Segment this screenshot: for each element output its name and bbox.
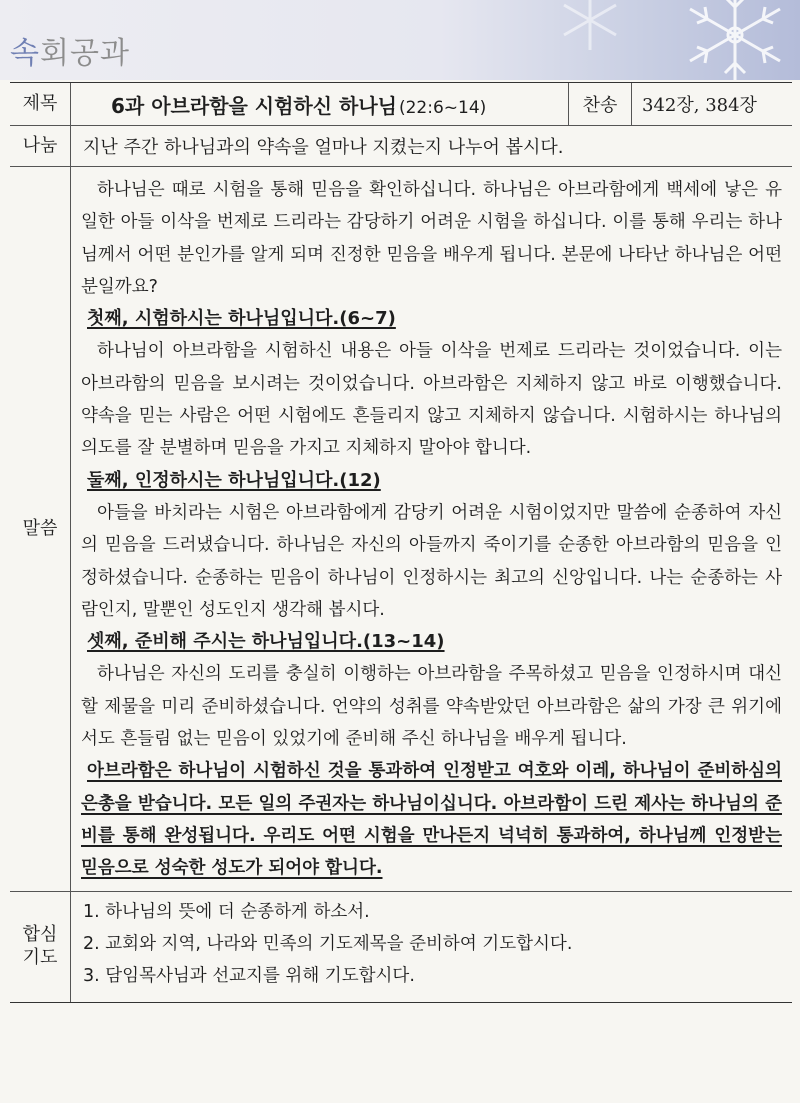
word-label: 말씀 — [10, 167, 71, 891]
prayer-item: 2. 교회와 지역, 나라와 민족의 기도제목을 준비하여 기도합시다. — [83, 933, 573, 954]
title-cell — [71, 83, 792, 125]
section-title — [10, 28, 130, 72]
snowflake-decoration-icon — [470, 0, 800, 80]
point-heading-2: 둘째, 인정하시는 하나님입니다.(12) — [87, 469, 381, 491]
word-summary: 아브라함은 하나님이 시험하신 것을 통과하여 인정받고 여호와 이레, 하나님이 준비하심의 은총을 받습니다. 모든 일의 주권자는 하나님이십니다. 아브라함이 드린 제사는 하나님의 준비를 통해 완성됩니다. 우리도 어떤 시험을 만나든지 넉넉히 통과하여, 하나님께 인정받는 믿음으로 성숙한 성도가 되어야 합니다. — [81, 761, 782, 879]
prayer-list — [71, 892, 792, 1002]
lesson-title-reference: (22:6~14) — [398, 97, 487, 118]
header-band — [0, 0, 800, 80]
word-intro: 하나님은 때로 시험을 통해 믿음을 확인하십니다. 하나님은 아브라함에게 백세에 낳은 유일한 아들 이삭을 번제로 드리라는 감당하기 어려운 시험을 하십니다. 이를 통해 우리는 하나님께서 어떤 분인가를 알게 되며 진정한 믿음을 배우게 됩니다. 본문에 나타난 하나님은 어떤 분일까요? — [81, 180, 782, 297]
title-row — [10, 83, 792, 126]
point-body-3: 하나님은 자신의 도리를 충실히 이행하는 아브라함을 주목하셨고 믿음을 인정하시며 대신할 제물을 미리 준비하셨습니다. 언약의 성취를 약속받았던 아브라함은 삶의 가장 큰 위기에서도 흔들림 없는 믿음이 있었기에 준비해 주신 하나님을 배우게 됩니다. — [81, 664, 782, 750]
share-row — [10, 126, 792, 167]
point-heading-1: 첫째, 시험하시는 하나님입니다.(6~7) — [87, 308, 396, 330]
section-title-rest: 회공과 — [39, 36, 130, 71]
word-row — [10, 167, 792, 892]
prayer-row — [10, 892, 792, 1002]
section-title-lead: 속 — [10, 36, 40, 71]
hymn-value: 342장, 384장 — [631, 83, 792, 125]
prayer-item: 1. 하나님의 뜻에 더 순종하게 하소서. — [83, 901, 370, 922]
lesson-title-text: 6과 아브라함을 시험하신 하나님 — [111, 93, 397, 118]
share-label: 나눔 — [10, 126, 71, 166]
point-heading-3: 셋째, 준비해 주시는 하나님입니다.(13~14) — [87, 631, 445, 653]
point-body-1: 하나님이 아브라함을 시험하신 내용은 아들 이삭을 번제로 드리라는 것이었습니다. 이는 아브라함의 믿음을 보시려는 것이었습니다. 아브라함은 지체하지 않고 바로 이행했습니다. 약속을 믿는 사람은 어떤 시험에도 흔들리지 않고 지체하지 않습니다. 시험하시는 하나님의 의도를 잘 분별하며 믿음을 가지고 지체하지 말아야 합니다. — [81, 341, 782, 459]
prayer-label: 합심 기도 — [10, 892, 71, 1002]
lesson-title — [71, 90, 568, 119]
point-body-2: 아들을 바치라는 시험은 아브라함에게 감당키 어려운 시험이었지만 말씀에 순종하여 자신의 믿음을 드러냈습니다. 하나님은 자신의 아들까지 죽이기를 순종한 아브라함의 믿음을 인정하셨습니다. 순종하는 믿음이 하나님이 인정하시는 최고의 신앙입니다. 나는 순종하는 사람인지, 말뿐인 성도인지 생각해 봅시다. — [81, 502, 782, 620]
prayer-item: 3. 담임목사님과 선교지를 위해 기도합시다. — [83, 965, 415, 986]
lesson-sheet — [10, 82, 792, 1003]
hymn-label: 찬송 — [568, 83, 631, 125]
title-label: 제목 — [10, 83, 71, 125]
share-text: 지난 주간 하나님과의 약속을 얼마나 지켰는지 나누어 봅시다. — [83, 137, 564, 158]
word-body — [71, 167, 792, 891]
